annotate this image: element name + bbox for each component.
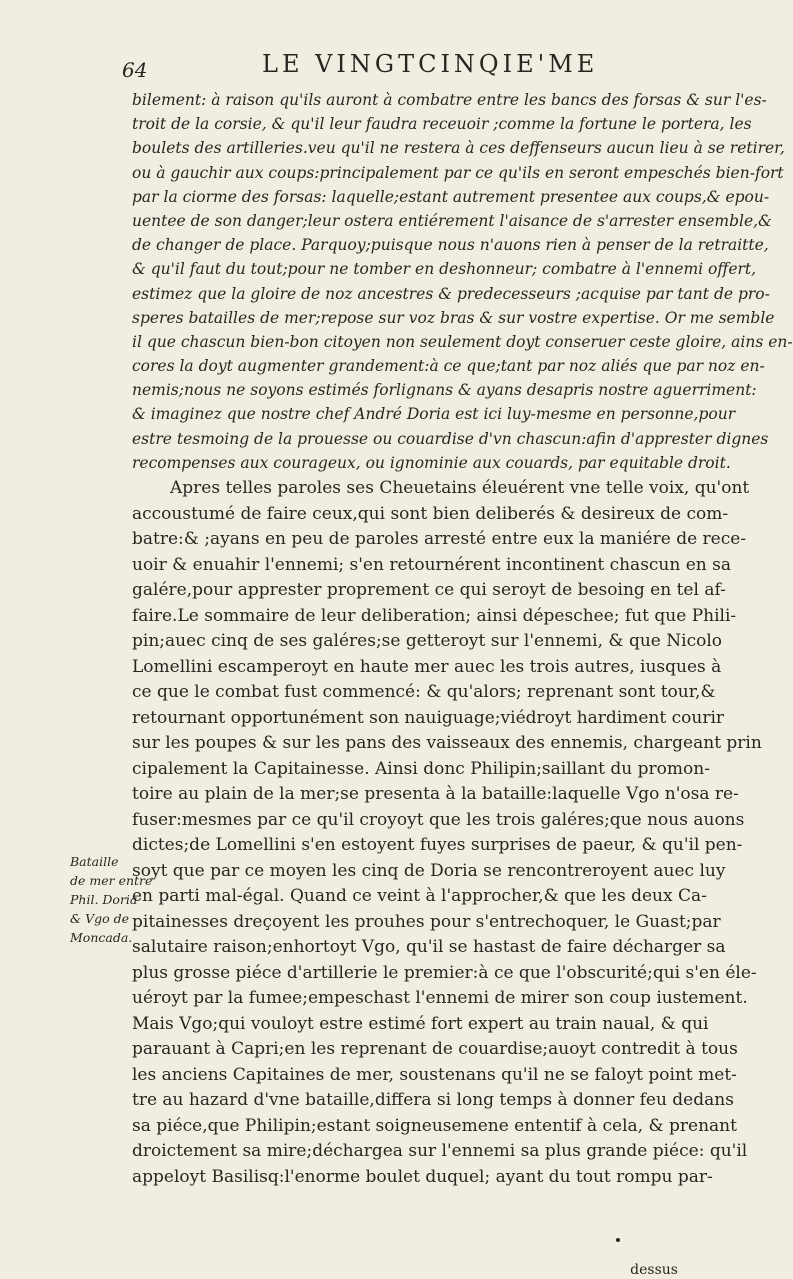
text-line: pin;auec cinq de ses galéres;se getteroyt sur l'ennemi, & que Nicolo [132,631,722,651]
text-line: nemis;nous ne soyons estimés forlignans & ayans desapris nostre aguerriment: [132,381,757,400]
text-line: boulets des artilleries.veu qu'il ne restera à ces deffenseurs aucun lieu à se retirer, [132,139,785,158]
text-line: ce que le combat fust commencé: & qu'alors; reprenant sont tour,& [132,682,716,702]
text-line: faire.Le sommaire de leur deliberation; ainsi dépeschee; fut que Phili- [132,605,737,626]
text-line: retournant opportunément son nauiguage;viédroyt hardiment courir [132,707,725,728]
text-line: cipalement la Capitainesse. Ainsi donc Philipin;saillant du promon- [132,758,710,779]
text-line: toire au plain de la mer;se presenta à la bataille:laquelle Vgo n'osa re- [132,784,739,804]
text-line: droictement sa mire;déchargea sur l'ennemi sa plus grande piéce: qu'il [132,1141,748,1161]
text-line: de changer de place. Parquoy;puisque nous n'auons rien à penser de la retraitte, [132,236,769,255]
text-line: sur les poupes & sur les pans des vaisseaux des ennemis, chargeant prin [132,733,762,753]
text-line: Apres telles paroles ses Cheuetains éleuérent vne telle voix, qu'ont [170,478,750,498]
text-line: estre tesmoing de la prouesse ou couardise d'vn chascun:afin d'apprester dignes [132,429,769,448]
marginal-note-line: de mer entre [70,873,153,888]
text-line: recompenses aux courageux, ou ignominie aux couards, par equitable droit. [132,453,731,472]
marginal-note-line: Phil. Doria [70,892,138,907]
text-line: cores la doyt augmenter grandement:à ce que;tant par noz aliés que par noz en- [132,357,765,376]
text-line: uoir & enuahir l'ennemi; s'en retournérent incontinent chascun en sa [132,554,732,575]
text-line: Mais Vgo;qui vouloyt estre estimé fort expert au train naual, & qui [132,1013,709,1034]
text-line: appeloyt Basilisq:l'enorme boulet duquel; ayant du tout rompu par- [132,1166,713,1187]
text-line: & imaginez que nostre chef André Doria est ici luy-mesme en personne,pour [132,405,736,424]
marginal-note-line: & Vgo de [70,911,130,926]
running-head: LE VINGTCINQIE'ME [262,50,599,78]
text-line: Lomellini escamperoyt en haute mer auec les trois autres, iusques à [132,656,722,677]
text-line: sa piéce,que Philipin;estant soigneusemene ententif à cela, & prenant [132,1115,737,1136]
marginal-note [70,852,153,947]
text-line: il que chascun bien-bon citoyen non seulement doyt conseruer ceste gloire, ains en- [132,332,793,351]
text-line: parauant à Capri;en les reprenant de couardise;auoyt contredit à tous [132,1039,738,1059]
text-line: plus grosse piéce d'artillerie le premier:à ce que l'obscurité;qui s'en éle- [132,962,757,983]
catchword: dessus [630,1262,678,1278]
text-line: bilement: à raison qu'ils auront à combatre entre les bancs des forsas & sur l'es- [132,91,767,109]
text-line: galére,pour apprester proprement ce qui seroyt de besoing en tel af- [132,580,726,600]
text-line: troit de la corsie, & qu'il leur faudra receuoir ;comme la fortune le portera, les [132,115,752,134]
text-line: soyt que par ce moyen les cinq de Doria se rencontreroyent auec luy [132,860,726,881]
marginal-note-line: Bataille [70,854,119,869]
text-line: les anciens Capitaines de mer, soustenans qu'il ne se faloyt point met- [132,1064,737,1085]
text-line: ou à gauchir aux coups:principalement par ce qu'ils en seront empeschés bien-fort [132,163,784,182]
text-line: fuser:mesmes par ce qu'il croyoyt que les trois galéres;que nous auons [132,809,745,830]
text-line: pitainesses dreçoyent les prouhes pour s'entrechoquer, le Guast;par [132,911,721,932]
ink-dot [616,1238,620,1242]
text-line: en parti mal-égal. Quand ce veint à l'approcher,& que les deux Ca- [132,886,707,906]
text-line: dictes;de Lomellini s'en estoyent fuyes surprises de paeur, & qu'il pen- [132,835,743,855]
text-line: tre au hazard d'vne bataille,differa si long temps à donner feu dedans [132,1090,734,1110]
narrative-block [132,476,762,1190]
text-line: par la ciorme des forsas: laquelle;estant autrement presentee aux coups,& epou- [132,187,770,206]
text-line: accoustumé de faire ceux,qui sont bien deliberés & desireux de com- [132,503,729,524]
text-line: uentee de son danger;leur ostera entiérement l'aisance de s'arrester ensemble,& [132,211,772,230]
text-line: estimez que la gloire de noz ancestres & predecesseurs ;acquise par tant de pro- [132,284,770,303]
marginal-note-line: Moncada. [70,930,133,945]
text-line: uéroyt par la fumee;empeschast l'ennemi de mirer son coup iustement. [132,988,748,1008]
text-line: salutaire raison;enhortoyt Vgo, qu'il se hastast de faire décharger sa [132,937,726,957]
italic-speech-block [132,88,793,475]
text-line: batre:& ;ayans en peu de paroles arresté entre eux la maniére de rece- [132,529,747,549]
page-number: 64 [122,58,148,82]
text-line: speres batailles de mer;repose sur voz bras & sur vostre expertise. Or me semble [132,308,775,327]
text-line: & qu'il faut du tout;pour ne tomber en deshonneur; combatre à l'ennemi offert, [132,260,757,279]
